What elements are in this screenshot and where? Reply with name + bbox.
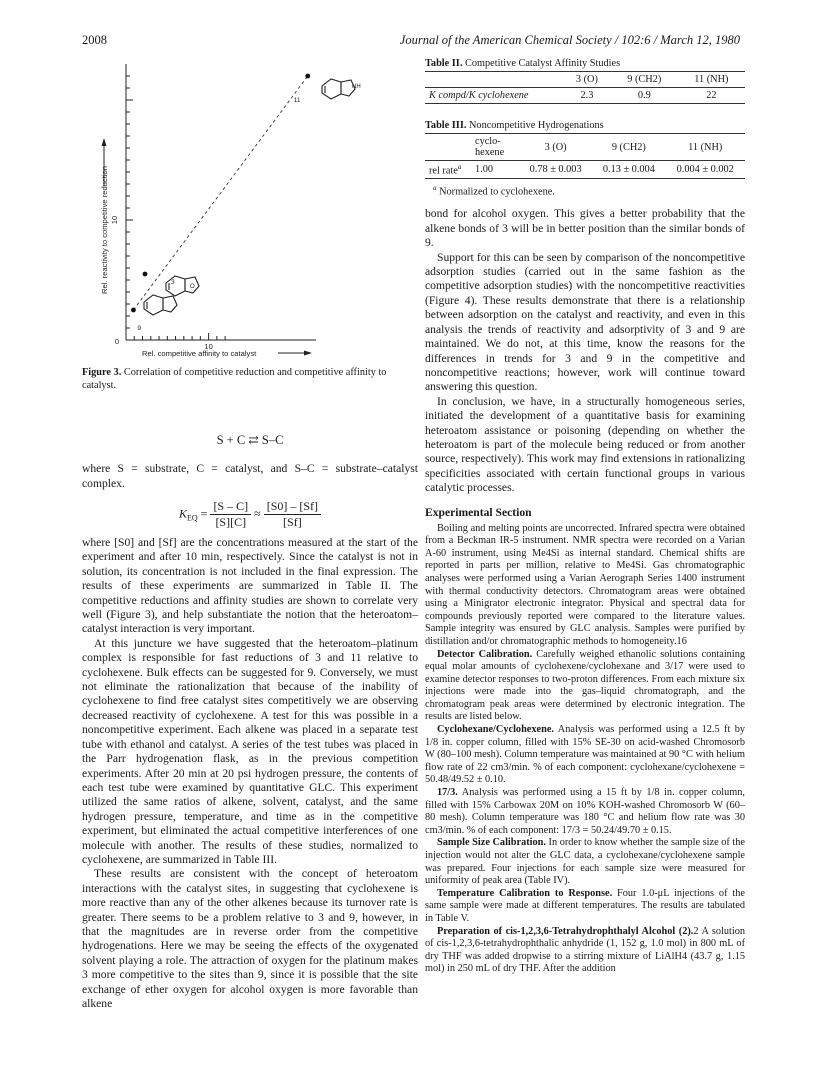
exp-paragraph-17-3 [425,787,745,837]
exp-heading-17-3: 17/3. [437,787,458,799]
paragraph-juncture: At this juncture we have suggested that the heteroatom–platinum complex is responsible for fast reductions of 3 and 11 relative to cyclohexene. Bulk effects can be suggested for 9. Conversely, we must not eliminate the rationalization that because of the inability of cyclohexene to find free catalyst sites competitively we are observing decreased reactivity of cyclohexene. A test for this was possible in a noncompetitive experiment. Each alkene was placed in a separate test tube with ethanol and catalyst. A series of the test tubes was placed in the Parr hydrogenation flask, as in the previous competition experiments. After 20 min at 20 psi hydrogen pressure, the contents of each test tube were examined by quantitative GLC. This experiment utilized the same ratios of alkene, solvent, catalyst, and the same hydrogen pressure, temperature, and time as in the competitive experiment, but eliminated the actual competitive interferences of one molecule with another. The results of these studies, normalized to cyclohexene, are summarized in Table III. [82,636,418,866]
table-3-caption-label: Table III. [425,120,467,131]
figure-3-chart [82,58,418,358]
keq-lhs: K [178,506,187,521]
table-3-header: 3 (O) [544,141,567,153]
paragraph-consistent: These results are consistent with the concept of heteroatom interactions with the catalyst sites, in suggesting that cyclohexene is more reactive than any of the other alkenes because its turnover rate is greater. There seems to be a problem relative to 3 and 9, however, in that the magnitudes are in reverse order from the competitive hydrogenations. Here we may be seeing the effects of the oxygenated solvent playing a role. The attraction of oxygen for the platinum makes 3 more competitive to the sites than 9, since it is possible that the site exchange of ether oxygen for alcohol oxygen is more favorable than alkene [82,867,418,1010]
x-axis-label: Rel. competitive affinity to catalyst [142,349,257,358]
table-3-cell: 0.78 ± 0.003 [529,164,582,176]
point-label-11: 11 [293,97,301,104]
table-3-header: cyclo-hexene [475,136,505,158]
table-2-caption-label: Table II. [425,58,463,69]
data-point-9 [131,308,136,313]
keq-den-2: [Sf] [283,515,302,529]
exp-text-cyclohexane: Analysis was performed using a 12.5 ft by 1/8 in. copper column, filled with 15% SE-30 on acid-washed Chromosorb W (80–100 mesh). Column temperature was maintained at 90 °C with helium flow rate of 22 cm3/min. % of each component: cyclohexane/cyclohexene = 50.48/49.52 ± 0.10. [425,724,745,786]
svg-text:NH: NH [352,84,361,90]
correlation-line [133,76,307,310]
data-points [131,74,310,332]
point-label-9: 9 [137,325,142,332]
equation-keq: $K_{EQ}$ = $\frac{[S - C]}{[S][C]}$ ≈ $\frac{[S0] - [Sf]}{[Sf]}$ [82,499,418,530]
data-point-3 [143,272,148,277]
exp-heading-cyclohexane: Cyclohexane/Cyclohexene. [437,724,554,736]
table-2-caption-text: Competitive Catalyst Affinity Studies [464,58,621,69]
figure-3-caption-text: Correlation of competitive reduction and competitive affinity to catalyst. [82,367,387,391]
exp-heading-sample-size: Sample Size Calibration. [437,837,546,849]
exp-text-17-3: Analysis was performed using a 15 ft by 1/8 in. copper column, filled with 15% Carbowax 20M on 10% KOH-washed Chromosorb W (60–80 mesh). Column temperature was 180 °C and helium flow rate was 30 cm3/min. % of each component: 17/3 = 50.24/49.70 ± 0.15. [425,787,745,836]
table-2-header: 11 (NH) [694,74,729,85]
structure-9-icon [144,295,177,315]
exp-paragraph-preparation [425,926,745,976]
table-3-row-label-text: rel rate [429,165,458,177]
table-3-header: 11 (NH) [688,141,723,153]
table-3-footnote-text: Normalized to cyclohexene. [439,186,555,198]
keq-approx: ≈ [254,506,261,521]
point-label-3: 3 [171,279,175,286]
table-2-header: 9 (CH2) [627,74,662,85]
table-3-caption [425,120,745,131]
table-3-caption-text: Noncompetitive Hydrogenations [468,120,604,131]
structure-3-icon [166,276,199,296]
structure-11-icon [322,79,361,99]
left-column [82,58,418,1011]
paragraph-bond: bond for alcohol oxygen. This gives a better probability that the alkene bonds of 3 will be in better position than the similar bonds of 9. [425,207,745,250]
data-point-11 [305,74,310,79]
equation-1: S + C ⇄ S–C [216,433,284,448]
exp-text-preparation: 2 A solution of cis-1,2,3,6-tetrahydrophthalic anhydride (1, 152 g, 1.0 mol) in 800 mL of dry THF was added dropwise to a stirring mixture of LiAlH4 (43.7 g, 1.15 mol) in 250 mL of dry THF. After the addition [425,925,746,975]
exp-paragraph-sample-size [425,837,745,887]
table-2-header [425,72,563,88]
paragraph-concentrations: where [S0] and [Sf] are the concentrations measured at the start of the experiment and after 10 min, respectively. Since the catalyst is not in solution, its concentration is not included in the final expression. The results of these experiments are summarized in Table II. The competitive reductions and affinity studies are shown to correlate very well (Figure 3), and help substantiate the notion that the heteroatom–catalyst interaction is very important. [82,536,418,636]
table-3-header [425,134,471,161]
table-3-cell: 1.00 [475,164,494,176]
journal-running-head: Journal of the American Chemical Society / 102:6 / March 12, 1980 [399,33,740,47]
y-tick-label-10: 10 [110,215,119,225]
table-2-row-label: K compd/K cyclohexene [429,90,529,101]
exp-paragraph-detector [425,649,745,725]
keq-fraction-2 [264,499,321,530]
origin-label: 0 [114,337,119,346]
table-3 [425,133,745,179]
experimental-section-title: Experimental Section [425,505,532,519]
svg-text:O: O [190,284,195,290]
exp-paragraph-temperature [425,888,745,926]
figure-3-caption-label: Figure 3. [82,367,122,378]
table-2-cell: 0.9 [637,90,651,101]
paragraph-where-s: where S = substrate, C = catalyst, and S–C = substrate–catalyst complex. [82,462,418,490]
table-2 [425,71,745,104]
exp-paragraph-general: Boiling and melting points are uncorrected. Infrared spectra were obtained from a Beckman IR-5 instrument. NMR spectra were recorded on a Varian A-60 instrument, using Me4Si as internal standard. Chemical shifts are reported in parts per million, relative to Me4Si. Gas chromatographic analyses were performed using a Varian Aerograph Series 1400 instrument with thermal conductivity detectors. Chromatogram areas were obtained using a Minigrator electronic integrator. Physical and spectral data for compounds previously reported were compared to the literature values. Sample integrity was ensured by GLC analysis. Samples were purified by distillation and/or chromatographic methods to homogeneity.16 [425,522,745,647]
table-2-cell: 22 [706,90,717,101]
exp-heading-temperature: Temperature Calibration to Response. [437,887,613,899]
table-3-cell: 0.004 ± 0.002 [676,164,734,176]
table-3-footnote [433,182,745,199]
table-3-row-label [425,161,471,179]
right-column [425,58,745,976]
exp-text-sample-size: In order to know whether the sample size of the injection would not alter the GLC data, a cyclohexane/cyclohexene sample was prepared. Four injections for each sample size were measured for uniformity of peak area (Table IV). [425,837,745,887]
y-axis-label: Rel. reactivity to competitive reduction [100,166,109,294]
table-2-caption [425,58,745,69]
table-2-header: 3 (O) [575,74,598,85]
table-3-row-sup: a [457,163,462,171]
x-tick-label-10: 10 [204,342,213,351]
y-axis-arrowhead [102,138,107,146]
table-2-cell: 2.3 [580,90,594,101]
paragraph-conclusion: In conclusion, we have, in a structurally homogeneous series, initiated the development of a quantitative basis for examining heteroatom assistance or poisoning (depending on whether the heteroatom is part of the molecule being reduced or from another source, respectively). This work may find extensions in rationalizing specificities associated with certain functional groups in various catalytic processes. [425,394,745,495]
keq-num-2: [S0] – [Sf] [264,499,321,515]
exp-text-temperature: Four 1.0-μL injections of the same sample were made at different temperatures. The results are tabulated in Table V. [425,887,745,924]
x-axis-arrowhead [304,351,312,356]
paragraph-support: Support for this can be seen by comparison of the noncompetitive adsorption studies (carried out in the same fashion as the competitive adsorption studies) with the noncompetitive reactivities (Figure 4). These results demonstrate that there is a relationship between adsorption on the catalyst and reactivity, and even in this analysis the trends of reactivity and adsorptivity of 3 and 9 are maintained. We do not, at this time, know the reasons for the differences in trends for 3 and 9 in the competitive and noncompetitive reactions; however, work will continue toward answering this question. [425,250,745,394]
exp-text-detector: Carefully weighed ethanolic solutions containing equal molar amounts of cyclohexene/cyclohexane and 3/17 were used to examine detector responses to two-proton differences. From each mixture six injections were made into the gas–liquid chromatograph, and the chromatogram peak areas were determined by electronic integration. The results are listed below. [425,648,745,723]
keq-den-1: [S][C] [215,515,247,529]
figure-3-caption [82,367,418,392]
exp-paragraph-cyclohexane [425,724,745,787]
table-3-footnote-sup: a [433,184,437,193]
page-number: 2008 [82,33,107,47]
keq-sub: EQ [186,513,198,523]
keq-fraction-1 [210,499,251,530]
table-3-cell: 0.13 ± 0.004 [602,164,655,176]
keq-num-1: [S – C] [210,499,251,515]
table-3-header: 9 (CH2) [611,141,646,153]
exp-heading-preparation: Preparation of cis-1,2,3,6-Tetrahydrophthalyl Alcohol (2). [437,925,694,937]
exp-heading-detector: Detector Calibration. [437,648,533,660]
